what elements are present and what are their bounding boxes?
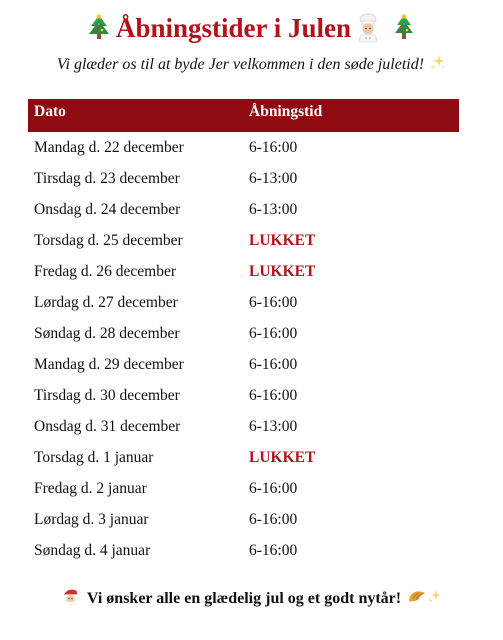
hours-cell: 6-13:00 — [249, 417, 298, 435]
table-row — [28, 535, 459, 566]
day-cell: Søndag d. 28 december — [34, 324, 180, 342]
day-cell: Lørdag d. 3 januar — [34, 510, 149, 528]
table-row — [28, 504, 459, 535]
hours-cell: 6-16:00 — [249, 293, 298, 311]
table-row — [28, 411, 459, 442]
santa-icon — [61, 587, 81, 607]
closed-cell: LUKKET — [249, 448, 316, 466]
hours-cell: 6-16:00 — [249, 355, 298, 373]
day-cell: Søndag d. 4 januar — [34, 541, 151, 559]
table-row — [28, 318, 459, 349]
hours-cell: 6-13:00 — [249, 169, 298, 187]
footer-text: Vi ønsker alle en glædelig jul og et godt nytår! — [86, 590, 402, 607]
table-row — [28, 473, 459, 504]
day-cell: Mandag d. 29 december — [34, 355, 184, 373]
day-cell: Onsdag d. 24 december — [34, 200, 181, 218]
table-row — [28, 349, 459, 380]
table-row — [28, 163, 459, 194]
closed-cell: LUKKET — [249, 262, 316, 280]
day-cell: Onsdag d. 31 december — [34, 417, 181, 435]
table-row — [28, 225, 459, 256]
column-header-date: Dato — [28, 99, 243, 132]
sparkles-icon — [430, 54, 446, 70]
day-cell: Fredag d. 26 december — [34, 262, 177, 280]
day-cell: Tirsdag d. 23 december — [34, 169, 180, 187]
table-row — [28, 256, 459, 287]
table-body — [28, 132, 459, 566]
table-header — [28, 99, 459, 132]
christmas-tree-icon — [88, 13, 110, 43]
table-header-row — [28, 99, 459, 132]
table-row — [28, 442, 459, 473]
table-row — [28, 132, 459, 163]
opening-hours-table — [28, 99, 459, 566]
day-cell: Lørdag d. 27 december — [34, 293, 178, 311]
footer-greeting — [0, 586, 503, 612]
hours-cell: 6-16:00 — [249, 510, 298, 528]
table-row — [28, 194, 459, 225]
page-title — [0, 8, 503, 48]
page-title-text: Åbningstider i Julen — [115, 13, 352, 43]
day-cell: Mandag d. 22 december — [34, 138, 184, 156]
subtitle — [0, 54, 503, 76]
day-cell: Fredag d. 2 januar — [34, 479, 147, 497]
hours-cell: 6-16:00 — [249, 541, 298, 559]
closed-cell: LUKKET — [249, 231, 316, 249]
subtitle-text: Vi glæder os til at byde Jer velkommen i den søde juletid! — [56, 56, 425, 73]
table-row — [28, 287, 459, 318]
sparkles-icon — [428, 589, 442, 603]
hours-cell: 6-16:00 — [249, 386, 298, 404]
hours-cell: 6-13:00 — [249, 200, 298, 218]
croissant-icon — [407, 587, 427, 607]
christmas-tree-icon — [393, 13, 415, 43]
hours-cell: 6-16:00 — [249, 324, 298, 342]
hours-cell: 6-16:00 — [249, 479, 298, 497]
hours-cell: 6-16:00 — [249, 138, 298, 156]
column-header-hours: Åbningstid — [243, 99, 459, 132]
chef-icon — [355, 13, 381, 43]
day-cell: Torsdag d. 25 december — [34, 231, 183, 249]
day-cell: Tirsdag d. 30 december — [34, 386, 180, 404]
table-row — [28, 380, 459, 411]
day-cell: Torsdag d. 1 januar — [34, 448, 154, 466]
